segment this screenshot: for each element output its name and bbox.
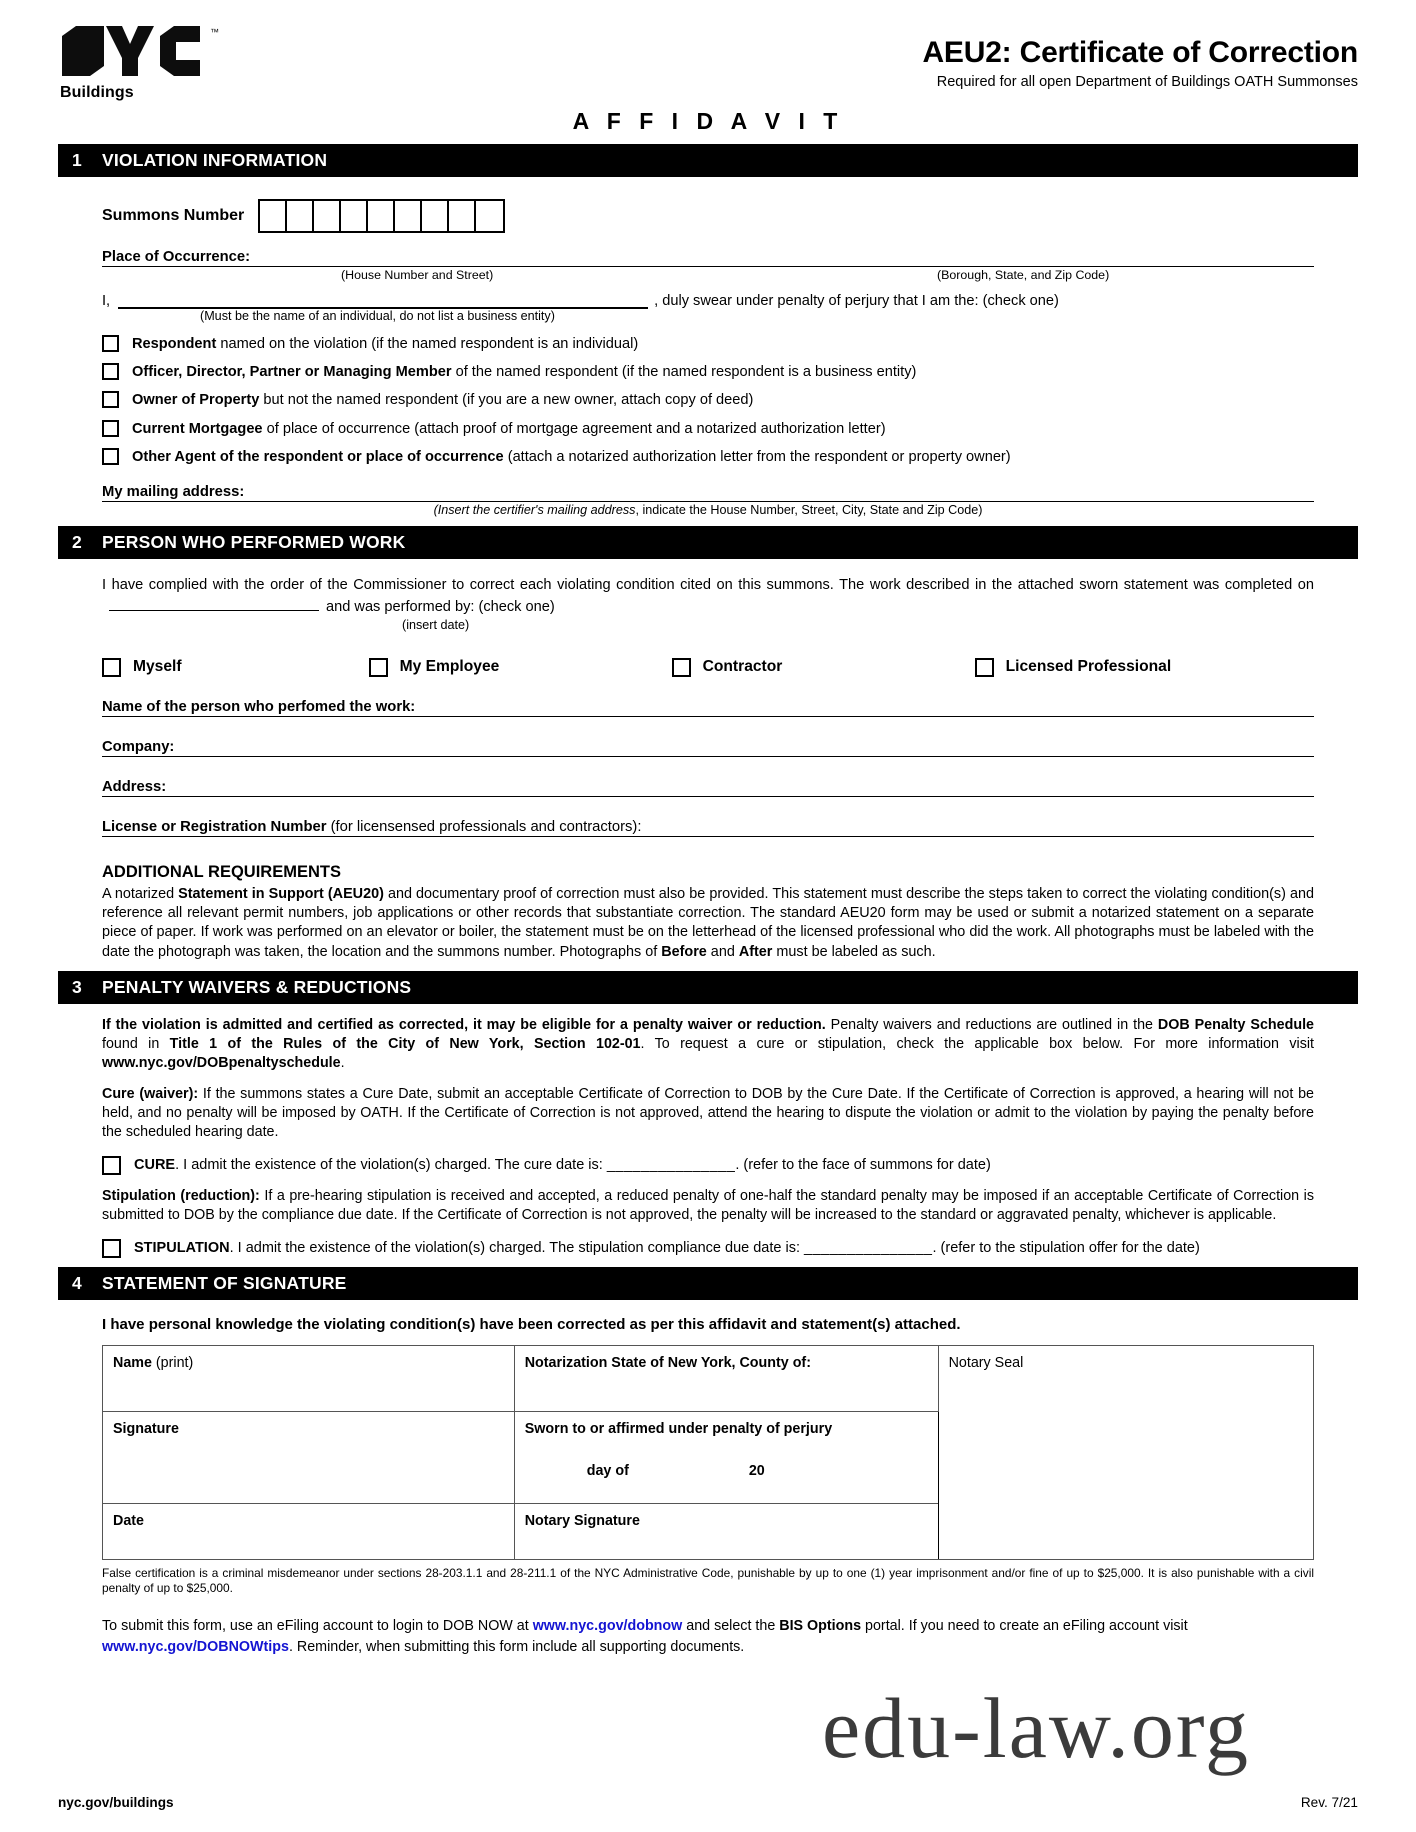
submit-d: . Reminder, when submitting this form include all supporting documents.	[288, 1638, 745, 1655]
stipulation-reduction-label: Stipulation (reduction):	[102, 1187, 260, 1204]
date-label: Date	[113, 1512, 144, 1529]
section-2-intro	[102, 575, 1314, 617]
logo-subtitle: Buildings	[60, 84, 134, 101]
section-4-title: STATEMENT OF SIGNATURE	[102, 1272, 347, 1293]
cure-label-a: . I admit the existence of the violation(s) charged. The cure date is:	[175, 1156, 607, 1173]
section-4-header	[58, 1267, 1358, 1300]
license-label-rest: (for licensensed professionals and contractors):	[326, 818, 642, 835]
respondent-type-label-rest: of the named respondent (if the named respondent is a business entity)	[451, 364, 917, 381]
certifier-name-row	[102, 292, 1314, 309]
page-subtitle: Required for all open Department of Buildings OATH Summonses	[936, 74, 1358, 90]
sworn-label: Sworn to or affirmed under penalty of perjury	[524, 1420, 833, 1437]
respondent-type-label-rest: of place of occurrence (attach proof of mortgage agreement and a notarized authorization letter)	[262, 420, 886, 437]
mailing-hint-italic: (Insert the certifier's mailing address	[433, 503, 636, 518]
respondent-type-label	[132, 363, 916, 381]
notarization-label: Notarization State of New York, County of:	[524, 1354, 811, 1371]
stipulation-paragraph	[102, 1187, 1314, 1225]
cell-notary-seal[interactable]	[938, 1345, 1313, 1559]
affidavit-heading: A F F I D A V I T	[572, 108, 844, 134]
day-of-label: day of	[586, 1462, 629, 1479]
req-before: Before	[661, 943, 707, 960]
summons-digit-box[interactable]	[260, 201, 287, 231]
worker-field-label: Company:	[102, 738, 175, 755]
req-statement-in-support: Statement in Support (AEU20)	[178, 885, 384, 902]
section-2-intro-part2: and was performed by: (check one)	[326, 598, 555, 615]
section-2-title: PERSON WHO PERFORMED WORK	[102, 532, 406, 553]
certifier-name-hint: (Must be the name of an individual, do not list a business entity)	[200, 309, 555, 323]
worker-field-input[interactable]	[415, 700, 1314, 717]
i-suffix: , duly swear under penalty of perjury that I am the: (check one)	[654, 293, 1059, 309]
dobnowtips-link[interactable]: www.nyc.gov/DOBNOWtips	[102, 1638, 289, 1655]
cure-waiver-label: Cure (waiver):	[102, 1085, 199, 1102]
signature-label: Signature	[113, 1420, 179, 1437]
section-3-number: 3	[72, 976, 82, 997]
page-title: AEU2: Certificate of Correction	[922, 36, 1358, 69]
performed-by-option[interactable]	[672, 658, 975, 677]
worker-field-row	[102, 699, 1314, 717]
page-header	[58, 0, 1358, 102]
summons-digit-box[interactable]	[368, 201, 395, 231]
license-label-bold: License or Registration Number	[102, 818, 327, 835]
submit-c: portal. If you need to create an eFiling account visit	[861, 1618, 1188, 1635]
cure-label-b: . (refer to the face of summons for date)	[735, 1156, 991, 1173]
license-number-label	[102, 819, 641, 837]
section-3-header	[58, 971, 1358, 1004]
stipulation-label-b: . (refer to the stipulation offer for the date)	[932, 1239, 1200, 1256]
mailing-address-input[interactable]	[244, 484, 1314, 502]
mailing-address-row	[102, 484, 1314, 502]
cell-name[interactable]	[103, 1345, 515, 1411]
worker-field-label: Address:	[102, 778, 167, 795]
stipulation-checkbox[interactable]	[102, 1239, 121, 1258]
license-number-row	[102, 819, 1314, 837]
section-1-title: VIOLATION INFORMATION	[102, 150, 328, 170]
summons-digit-box[interactable]	[422, 201, 449, 231]
respondent-type-label	[132, 335, 638, 353]
section-4-body	[58, 1316, 1358, 1657]
respondent-type-label	[132, 391, 753, 409]
section-1-header	[58, 144, 1358, 177]
submission-instructions	[102, 1616, 1314, 1657]
performed-by-label: Contractor	[702, 658, 783, 676]
req-c: and documentary proof of correction must also be provided. This statement must describe the steps taken to correct the violating condition(s) and reference all relevant permit numbers, job applications or other records that substantiate correction. The standard AEU20 form may be used or submit a notarized statement on a separate piece of paper. If work was performed on an elevator or boiler, the statement must be on the letterhead of the licensed professional who did the work. All photographs must be labeled with the date the photograph was taken, the location and the summons number. Photographs of	[102, 885, 1314, 960]
stipulation-paragraph-text: If a pre-hearing stipulation is received and accepted, a reduced penalty of one-half the standard penalty may be imposed if an acceptable Certificate of Correction is submitted to DOB by the compliance due date. If the Certificate of Correction is not approved, the penalty will be increased to the standard or aggravated penalty, whichever is applicable.	[102, 1187, 1314, 1223]
additional-requirements-body	[102, 885, 1314, 962]
req-and: and	[706, 943, 739, 960]
cure-paragraph-text: If the summons states a Cure Date, submit an acceptable Certificate of Correction to DOB by the Cure Date. If the Certificate of Correction is approved, a hearing will not be held, and no penalty will be imposed by OATH. If the Certificate of Correction is not approved, attend the hearing to dispute the violation or admit to the violation by paying the penalty before the scheduled hearing date.	[102, 1085, 1314, 1140]
cure-paragraph	[102, 1085, 1314, 1142]
day-of-row	[525, 1463, 928, 1479]
place-of-occurrence-row	[102, 249, 1314, 267]
footer-revision: Rev. 7/21	[1300, 1795, 1358, 1810]
penalty-intro-a: Penalty waivers and reductions are outlined in the	[825, 1016, 1158, 1033]
cure-label-bold: CURE	[134, 1156, 176, 1173]
cure-checkbox-label	[134, 1155, 991, 1175]
respondent-type-label-bold: Current Mortgagee	[132, 420, 263, 437]
section-2-header	[58, 526, 1358, 559]
section-2-number: 2	[72, 532, 82, 553]
summons-number-input[interactable]	[258, 199, 505, 233]
submit-b: and select the	[682, 1618, 780, 1635]
certifier-name-input[interactable]	[118, 292, 648, 309]
performed-by-option[interactable]	[975, 658, 1314, 677]
dobnow-link[interactable]: www.nyc.gov/dobnow	[532, 1618, 683, 1635]
respondent-type-label-bold: Owner of Property	[132, 392, 260, 409]
stipulation-checkbox-label	[134, 1238, 1200, 1258]
nyc-logo-icon	[60, 22, 242, 80]
title-1-rules: Title 1 of the Rules of the City of New York, Section 102-01	[169, 1035, 641, 1052]
respondent-type-checkbox[interactable]	[102, 420, 119, 437]
performed-by-option[interactable]	[102, 658, 369, 677]
respondent-type-checkbox[interactable]	[102, 391, 119, 408]
penalty-intro-bold: If the violation is admitted and certified as corrected, it may be eligible for a penalty waiver or reduction.	[102, 1016, 826, 1033]
cure-checkbox[interactable]	[102, 1156, 121, 1175]
performed-by-checkbox[interactable]	[672, 658, 691, 677]
respondent-type-label	[132, 420, 886, 438]
worker-field-row	[102, 779, 1314, 797]
respondent-type-label-bold: Other Agent of the respondent or place of occurrence	[132, 448, 504, 465]
respondent-type-row[interactable]	[102, 391, 1314, 409]
cell-date[interactable]	[103, 1503, 515, 1559]
performed-by-label: Myself	[133, 658, 182, 676]
cell-notarization[interactable]	[514, 1345, 938, 1411]
cure-date-blank[interactable]: _______________	[606, 1156, 736, 1173]
respondent-type-checkbox-group	[102, 335, 1314, 466]
req-end: must be labeled as such.	[772, 943, 936, 960]
performed-by-checkbox[interactable]	[102, 658, 121, 677]
worker-fields	[102, 699, 1314, 797]
performed-by-checkbox[interactable]	[975, 658, 994, 677]
respondent-type-checkbox[interactable]	[102, 335, 119, 352]
penalty-intro-e: . To request a cure or stipulation, check the applicable box below. For more information visit	[640, 1035, 1314, 1052]
hint-house-number: (House Number and Street)	[341, 268, 494, 282]
stipulation-date-blank[interactable]: _______________	[804, 1239, 933, 1256]
cure-checkbox-row[interactable]	[102, 1155, 1314, 1175]
stipulation-checkbox-row[interactable]	[102, 1238, 1314, 1258]
performed-by-label: My Employee	[399, 658, 500, 676]
section-3-title: PENALTY WAIVERS & REDUCTIONS	[102, 976, 412, 997]
summons-digit-box[interactable]	[476, 201, 503, 231]
performed-by-option[interactable]	[369, 658, 672, 677]
notary-table	[102, 1345, 1314, 1560]
bis-options-label: BIS Options	[779, 1618, 862, 1635]
i-prefix: I,	[102, 293, 111, 309]
worker-field-row	[102, 739, 1314, 757]
dob-penalty-schedule: DOB Penalty Schedule	[1157, 1016, 1314, 1033]
summons-digit-box[interactable]	[314, 201, 341, 231]
worker-field-input[interactable]	[166, 780, 1314, 797]
worker-field-label: Name of the person who perfomed the work:	[102, 698, 416, 715]
stipulation-label-bold: STIPULATION	[134, 1239, 230, 1256]
respondent-type-checkbox[interactable]	[102, 363, 119, 380]
svg-text:™: ™	[210, 27, 219, 37]
performed-by-checkbox[interactable]	[369, 658, 388, 677]
worker-field-input[interactable]	[174, 740, 1314, 757]
hint-borough: (Borough, State, and Zip Code)	[937, 268, 1110, 282]
notary-signature-label: Notary Signature	[524, 1512, 640, 1529]
section-2-body	[58, 575, 1358, 962]
cell-signature[interactable]	[103, 1411, 515, 1503]
year-prefix: 20	[748, 1462, 765, 1479]
watermark-overlay: edu-law.org	[822, 1680, 1250, 1776]
place-of-occurrence-label: Place of Occurrence:	[102, 249, 251, 265]
performed-by-label: Licensed Professional	[1005, 658, 1172, 676]
stipulation-label-a: . I admit the existence of the violation(s) charged. The stipulation compliance due date is:	[229, 1239, 805, 1256]
insert-date-hint: (insert date)	[402, 617, 470, 632]
summons-number-label: Summons Number	[102, 207, 245, 224]
respondent-type-label-rest: but not the named respondent (if you are a new owner, attach copy of deed)	[259, 392, 754, 409]
respondent-type-row[interactable]	[102, 363, 1314, 381]
footer-website[interactable]: nyc.gov/buildings	[58, 1795, 174, 1810]
name-label-bold: Name	[113, 1354, 152, 1371]
place-of-occurrence-input[interactable]	[250, 249, 1314, 267]
place-hints	[102, 268, 1314, 282]
respondent-type-label-rest: named on the violation (if the named respondent is an individual)	[216, 336, 639, 352]
penalty-intro-g: .	[340, 1054, 345, 1071]
section-3-body	[58, 1016, 1358, 1258]
completion-date-input[interactable]	[109, 596, 319, 611]
cell-notary-signature[interactable]	[514, 1503, 938, 1559]
respondent-type-label-rest: (attach a notarized authorization letter from the respondent or property owner)	[503, 448, 1011, 465]
respondent-type-checkbox[interactable]	[102, 448, 119, 465]
summons-number-row	[102, 199, 1314, 233]
respondent-type-label-bold: Officer, Director, Partner or Managing Member	[132, 364, 452, 381]
respondent-type-row[interactable]	[102, 420, 1314, 438]
respondent-type-row[interactable]	[102, 448, 1314, 466]
penalty-intro-paragraph	[102, 1016, 1314, 1073]
summons-digit-box[interactable]	[341, 201, 368, 231]
performed-by-checkbox-group	[102, 658, 1314, 677]
penalty-schedule-url: www.nyc.gov/DOBpenaltyschedule	[102, 1054, 341, 1071]
summons-digit-box[interactable]	[287, 201, 314, 231]
section-1-number: 1	[72, 150, 82, 170]
title-block	[922, 22, 1358, 90]
false-certification-notice: False certification is a criminal misdemeanor under sections 28-203.1.1 and 28-211.1 of the NYC Administrative Code, punishable by up to one (1) year imprisonment and/or fine of up to $25,000. It is also punishable with a civil penalty of up to $25,000.	[102, 1565, 1314, 1596]
respondent-type-label-bold: Respondent	[132, 336, 217, 352]
mailing-address-label: My mailing address:	[102, 484, 245, 501]
nyc-buildings-logo	[58, 22, 268, 102]
penalty-intro-c: found in	[102, 1035, 170, 1052]
name-label-rest: (print)	[151, 1354, 194, 1371]
signature-lead-text: I have personal knowledge the violating condition(s) have been corrected as per this affidavit and statement(s) attached.	[102, 1315, 961, 1333]
req-a: A notarized	[102, 885, 179, 902]
license-number-input[interactable]	[641, 820, 1314, 837]
mailing-hint-rest: , indicate the House Number, Street, City, State and Zip Code)	[635, 503, 983, 518]
section-1-body	[58, 199, 1358, 517]
cell-sworn[interactable]	[514, 1411, 938, 1503]
section-2-intro-part1: I have complied with the order of the Commissioner to correct each violating condition cited on this summons. The work described in the attached sworn statement was completed on	[102, 577, 1314, 594]
mailing-address-hint	[102, 503, 1314, 517]
notary-seal-label: Notary Seal	[948, 1354, 1024, 1371]
section-4-number: 4	[72, 1272, 82, 1293]
submit-a: To submit this form, use an eFiling account to login to DOB NOW at	[102, 1618, 533, 1635]
summons-digit-box[interactable]	[449, 201, 476, 231]
table-row	[103, 1345, 1314, 1411]
req-after: After	[738, 943, 773, 960]
additional-requirements-title: ADDITIONAL REQUIREMENTS	[102, 862, 341, 881]
summons-digit-box[interactable]	[395, 201, 422, 231]
respondent-type-row[interactable]	[102, 335, 1314, 353]
respondent-type-label	[132, 448, 1011, 466]
page-footer	[58, 1795, 1358, 1810]
